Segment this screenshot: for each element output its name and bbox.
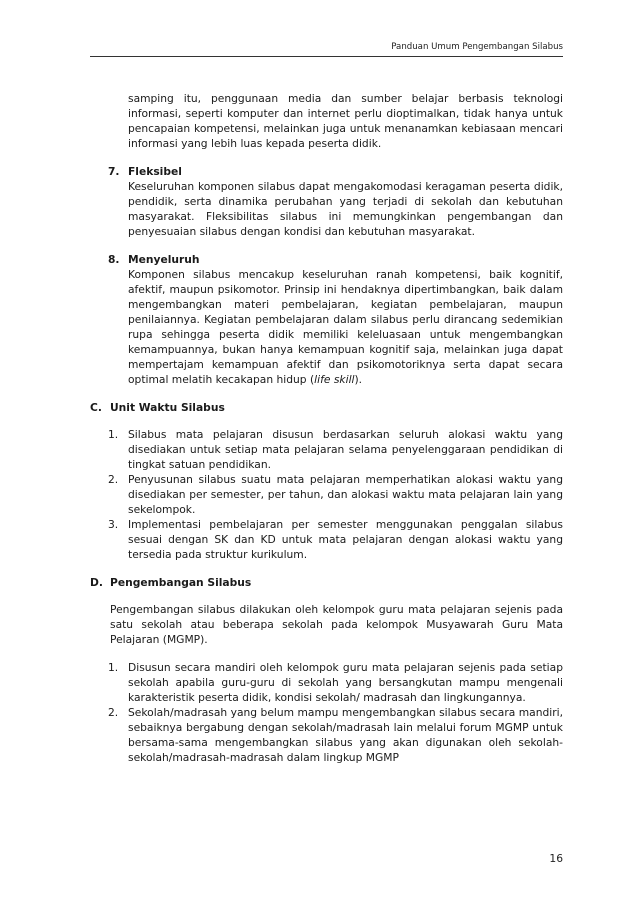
section-heading-c: [90, 400, 563, 415]
list-item: [90, 660, 563, 705]
list-number: 2.: [108, 706, 119, 719]
list-item: [90, 705, 563, 765]
principle-body: Keseluruhan komponen silabus dapat mengakomodasi keragaman peserta didik, pendidik, serta dinamika perubahan yang terjadi di sekolah dan kebutuhan masyarakat. Fleksibilitas silabus ini memungkinkan pengembangan dan penyesuaian silabus dengan kondisi dan kebutuhan masyarakat.: [128, 180, 563, 238]
list-text: Disusun secara mandiri oleh kelompok guru mata pelajaran sejenis pada setiap sekolah apabila guru-guru di sekolah yang bersangkutan mampu mengenali karakteristik peserta didik, kondisi sekolah/ madrasah dan lingkungannya.: [128, 661, 563, 704]
list-item: [90, 472, 563, 517]
page-content: [90, 91, 563, 778]
section-title: Pengembangan Silabus: [110, 576, 252, 589]
principle-item-comprehensive: [90, 252, 563, 387]
principle-title: Fleksibel: [128, 165, 182, 178]
principle-number: 7.: [108, 165, 120, 178]
principle-title: Menyeluruh: [128, 253, 200, 266]
principle-body: [128, 267, 563, 387]
principle-item-flexible: [90, 164, 563, 239]
page-header: [90, 40, 563, 57]
section-letter: C.: [90, 401, 102, 414]
list-item: [90, 517, 563, 562]
list-item: [90, 427, 563, 472]
section-d-list: [90, 660, 563, 765]
section-d-intro: Pengembangan silabus dilakukan oleh kelompok guru mata pelajaran sejenis pada satu sekolah atau beberapa sekolah pada kelompok Musyawarah Guru Mata Pelajaran (MGMP).: [110, 603, 563, 646]
list-text: Penyusunan silabus suatu mata pelajaran memperhatikan alokasi waktu yang disediakan per semester, per tahun, dan alokasi waktu mata pelajaran lain yang sekelompok.: [128, 473, 563, 516]
principle-number: 8.: [108, 253, 120, 266]
principle-body-text: Komponen silabus mencakup keseluruhan ranah kompetensi, baik kognitif, afektif, maupun psikomotor. Prinsip ini hendaknya dipertimbangkan, baik dalam mengembangkan materi pembelajaran, kegiatan pembelajaran, maupun penilaiannya. Kegiatan pembelajaran dalam silabus perlu dirancang sedemikian rupa sehingga peserta didik memiliki keleluasaan untuk mengembangkan kemampuannya, bukan hanya kemampuan kognitif saja, melainkan juga dapat mempertajam kemampuan afektif dan psikomotoriknya serta dapat secara optimal melatih kecakapan hidup (: [128, 268, 563, 386]
section-c-list: [90, 427, 563, 562]
list-number: 1.: [108, 428, 119, 441]
list-text: Implementasi pembelajaran per semester menggunakan penggalan silabus sesuai dengan SK dan KD untuk mata pelajaran dengan alokasi waktu yang tersedia pada struktur kurikulum.: [128, 518, 563, 561]
section-letter: D.: [90, 576, 103, 589]
header-title: Panduan Umum Pengembangan Silabus: [391, 42, 563, 52]
principle-body-end: ).: [354, 373, 363, 386]
list-number: 3.: [108, 518, 119, 531]
page-number: 16: [549, 852, 563, 865]
list-number: 2.: [108, 473, 119, 486]
list-text: Silabus mata pelajaran disusun berdasarkan seluruh alokasi waktu yang disediakan untuk setiap mata pelajaran selama penyelenggaraan pendidikan di tingkat satuan pendidikan.: [128, 428, 563, 471]
principle-body-italic: life skill: [314, 373, 355, 386]
section-heading-d: [90, 575, 563, 590]
list-number: 1.: [108, 661, 119, 674]
continuation-paragraph: samping itu, penggunaan media dan sumber belajar berbasis teknologi informasi, seperti komputer dan internet perlu dioptimalkan, tidak hanya untuk pencapaian kompetensi, melainkan juga untuk menanamkan kebiasaan mencari informasi yang lebih luas kepada peserta didik.: [128, 92, 563, 150]
list-text: Sekolah/madrasah yang belum mampu mengembangkan silabus secara mandiri, sebaiknya bergabung dengan sekolah/madrasah lain melalui forum MGMP untuk bersama-sama mengembangkan silabus yang akan digunakan oleh sekolah-sekolah/madrasah-madrasah dalam lingkup MGMP: [128, 706, 563, 764]
section-title: Unit Waktu Silabus: [110, 401, 225, 414]
